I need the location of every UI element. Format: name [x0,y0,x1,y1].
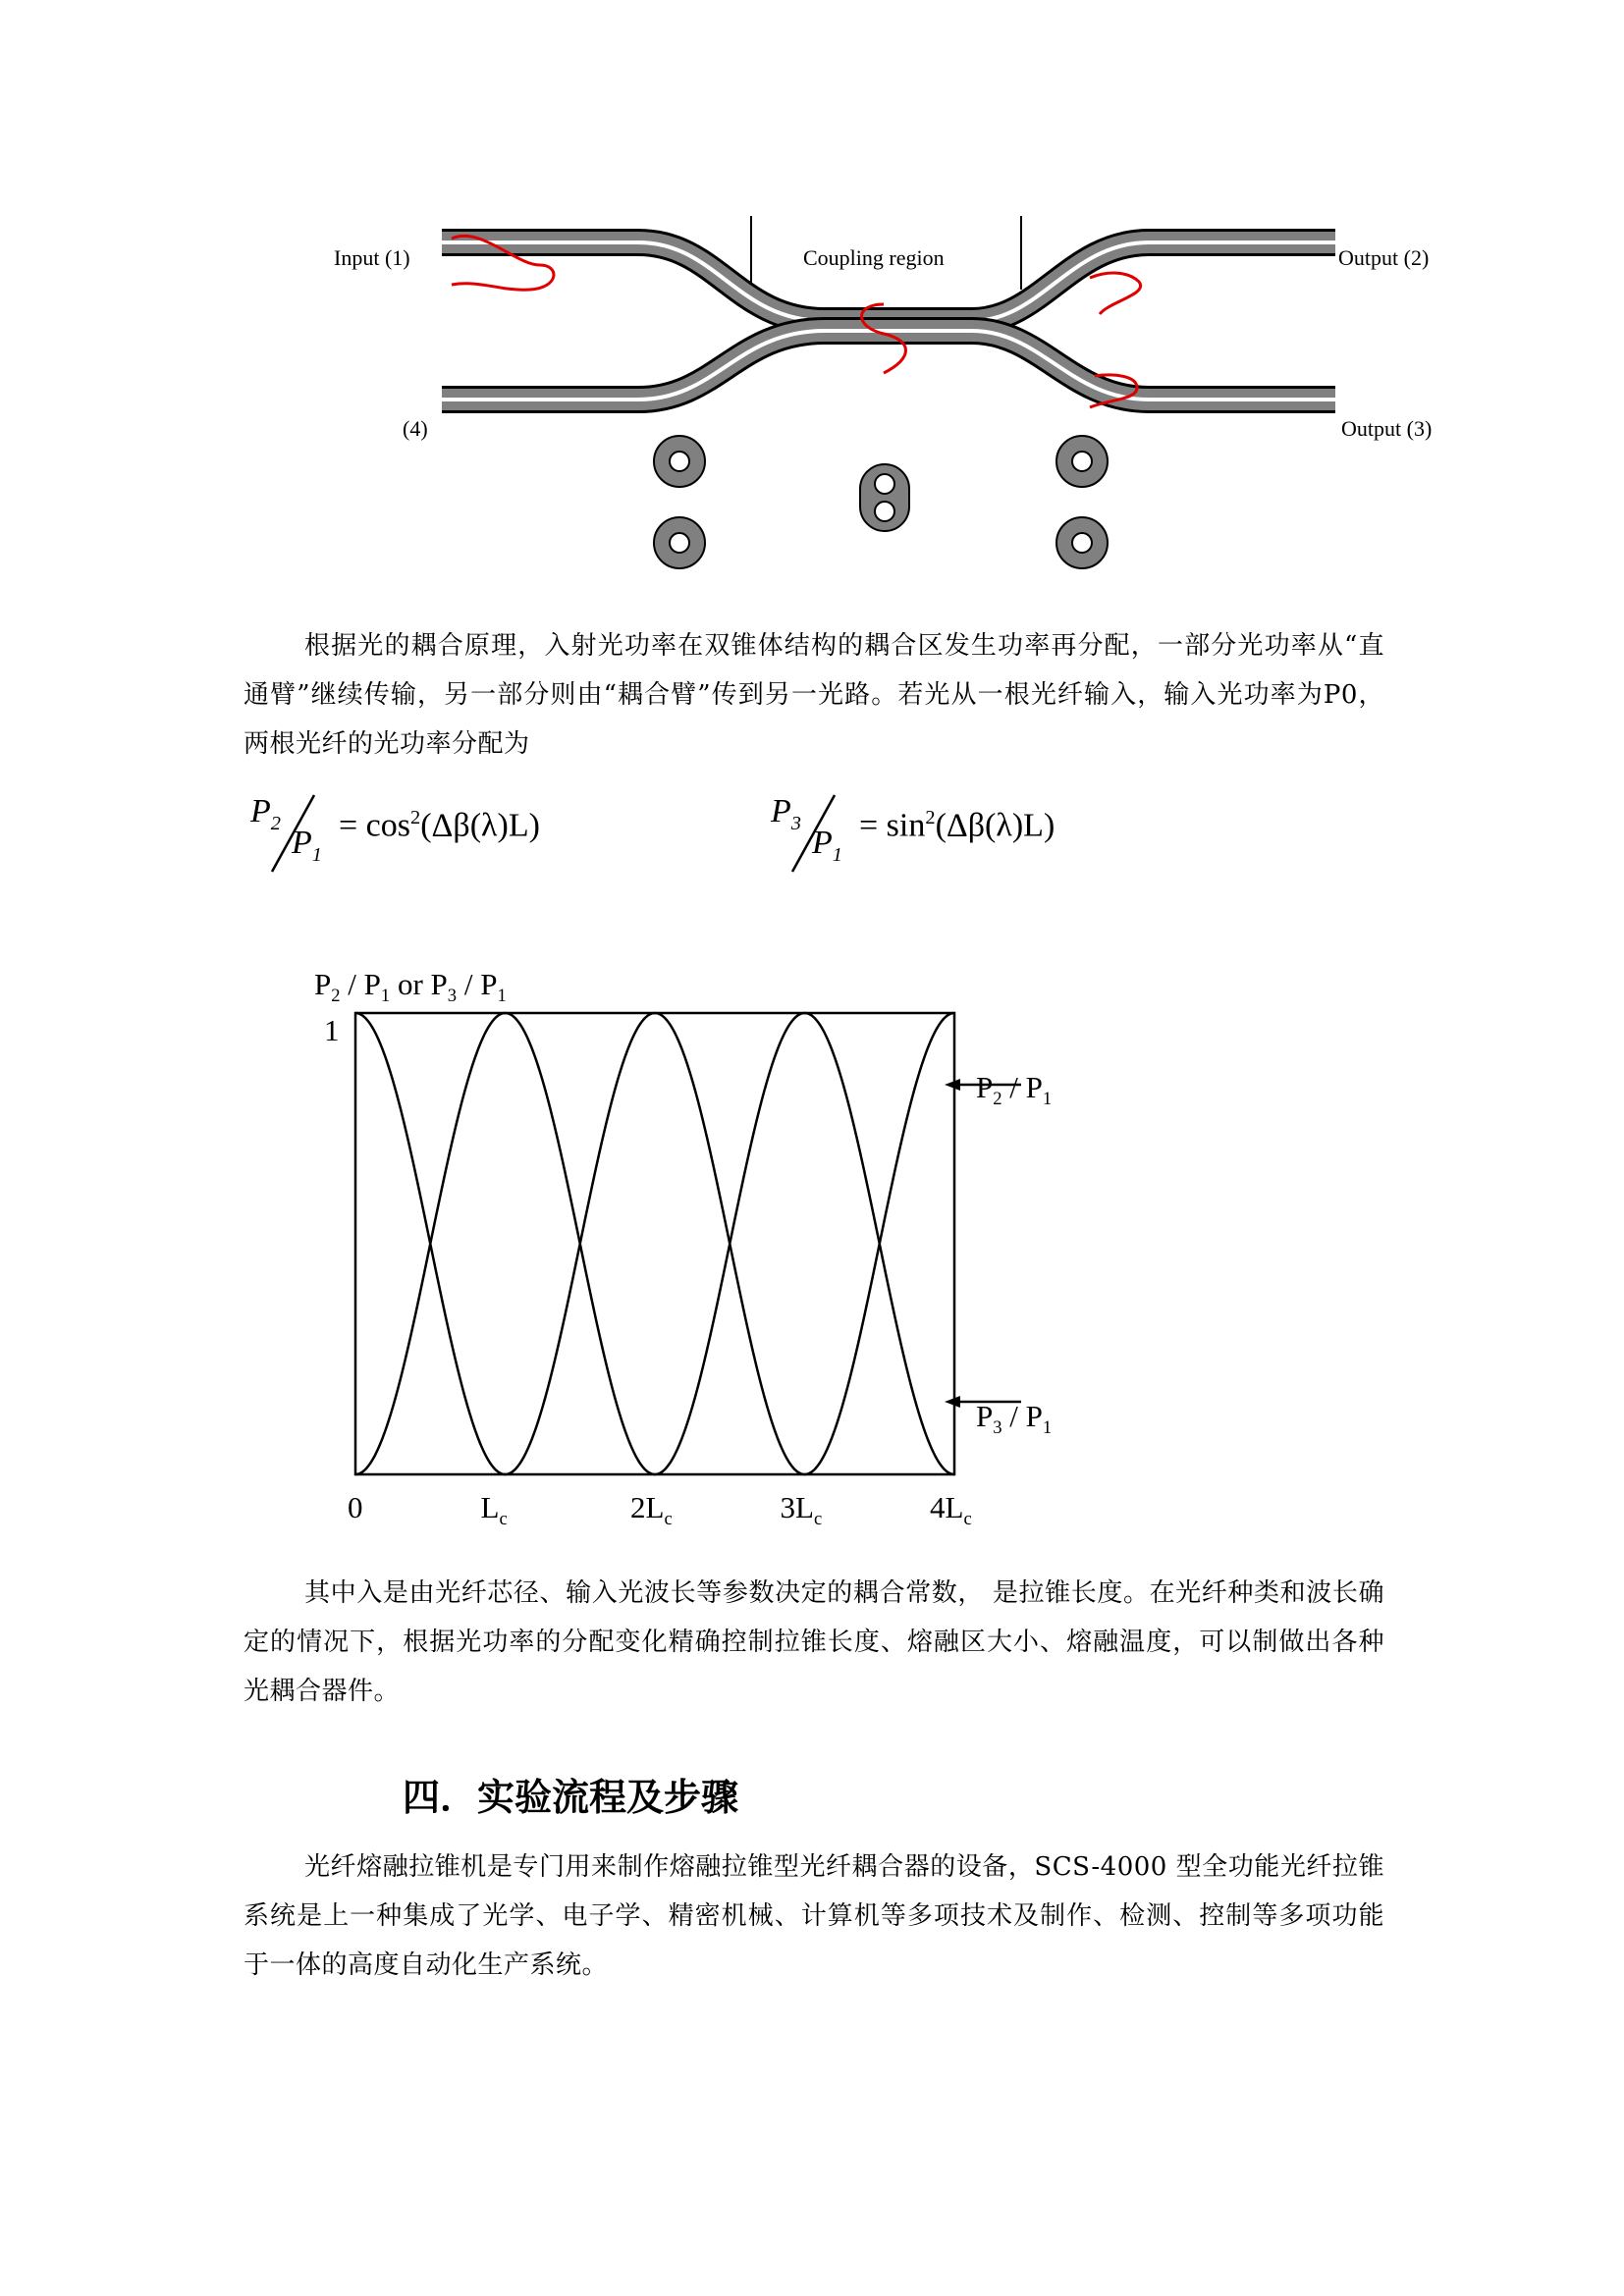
lower-fiber [442,331,1335,400]
formula-cos-exp: 2 [410,807,421,828]
label-port-4: (4) [403,416,428,441]
formula-cos-num: P [250,793,271,829]
legend-p3: $P_3 / P_1$ [976,1399,1053,1439]
label-output-2: Output (2) [1338,245,1430,270]
formula-cos-rhs: = cos [339,807,410,844]
x-tick-label: 0 [348,1490,363,1524]
y-tick-1: 1 [324,1013,340,1047]
formula-sin-rhs: = sin [859,807,926,844]
series-p2-line [355,1013,954,1474]
formula-sin-num-sub: 3 [790,812,801,834]
formula-sin [771,785,1124,883]
plot-frame [355,1013,954,1474]
series-p3-line [355,1013,954,1474]
paragraph-1: 根据光的耦合原理，入射光功率在双锥体结构的耦合区发生功率再分配，一部分光功率从“直通臂”继续传输，另一部分则由“耦合臂”传到另一光路。若光从一根光纤输入，输入光功率为P0，两根光纤的光功率分配为 [244,631,1384,759]
chart-title: $P_2 / P_1$ or $P_3 / P_1$ [314,967,507,1007]
paragraph-3-block [244,1842,1384,1990]
formula-sin-den-sub: 1 [832,843,842,866]
formula-sin-num: P [771,793,791,829]
label-output-3: Output (3) [1341,416,1433,441]
paragraph-2-block [244,1569,1384,1716]
formula-cos-num-sub: 2 [270,812,281,834]
formula-cos [250,785,604,883]
paragraph-3: 光纤熔融拉锥机是专门用来制作熔融拉锥型光纤耦合器的设备，SCS-4000 型全功能光纤拉锥系统是上一种集成了光学、电子学、精密机械、计算机等多项技术及制作、检测、控制等多项功能于一体的高度自动化生产系统。 [244,1852,1384,1980]
paragraph-2: 其中入是由光纤芯径、输入光波长等参数决定的耦合常数， 是拉锥长度。在光纤种类和波长确定的情况下，根据光功率的分配变化精确控制拉锥长度、熔融区大小、熔融温度，可以制做出各种光耦合器件。 [244,1578,1384,1706]
label-coupling-region: Coupling region [803,245,945,270]
paragraph-1-block [244,621,1384,769]
x-tick-label: $L_c$ [480,1490,508,1530]
cross-section-right [1056,436,1108,568]
section-heading: 四．实验流程及步骤 [403,1776,739,1819]
cross-section-left [654,436,705,568]
legend-p2: $P_2 / P_1$ [976,1070,1053,1110]
wave-output-top [1090,273,1141,314]
x-tick-label: $4L_c$ [930,1490,972,1530]
cross-section-center [860,464,909,531]
formula-sin-exp: 2 [925,807,936,828]
formula-cos-arg: (Δβ(λ)L) [420,807,540,844]
x-tick-label: $3L_c$ [780,1490,823,1530]
x-tick-label: $2L_c$ [630,1490,673,1530]
formula-cos-den: P [292,825,312,861]
formula-sin-den: P [812,825,833,861]
label-input-1: Input (1) [334,245,410,270]
formula-sin-arg: (Δβ(λ)L) [935,807,1056,844]
formula-cos-den-sub: 1 [311,843,322,866]
